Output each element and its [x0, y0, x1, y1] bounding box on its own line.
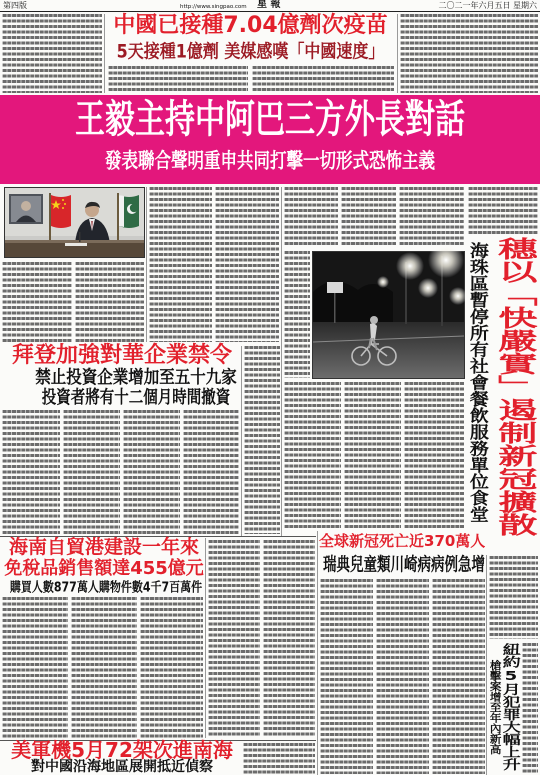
biden-article-text — [123, 410, 180, 534]
column-rule — [146, 187, 147, 342]
guangzhou-article-text — [284, 382, 341, 528]
new-york-article-text — [522, 643, 538, 774]
banner-subheadline: 發表聯合聲明重申共同打擊一切形式恐怖主義 — [105, 148, 435, 173]
column-rule — [486, 555, 487, 775]
global-covid-article-text — [432, 579, 485, 774]
biden-subheadline: 禁止投資企業增加至五十九家 — [35, 366, 237, 388]
column-rule — [281, 187, 282, 536]
top-story-text — [108, 66, 248, 93]
guangzhou-article-text — [344, 382, 401, 528]
wang-yi-article-text — [215, 187, 279, 342]
top-story-text — [252, 66, 394, 93]
hainan-headline-line-1: 海南自貿港建設一年來 — [8, 536, 199, 558]
top-left-article-text — [2, 14, 102, 93]
biden-subheadline: 投資者將有十二個月時間撤資 — [41, 388, 231, 408]
photo-caption-and-article-text — [75, 262, 144, 342]
hainan-article-text — [2, 597, 68, 738]
column-rule — [205, 538, 206, 738]
top-subheadline: 5天接種1億劑 美媒感嘆「中國速度」 — [116, 40, 385, 63]
column-rule — [104, 14, 105, 93]
guangzhou-vertical-subheadline: 海珠區暫停所有社會餐飲服務單位食堂 — [466, 242, 489, 523]
video-conference-photo — [4, 187, 145, 258]
hainan-article-text — [263, 540, 315, 738]
guangzhou-article-text — [404, 382, 464, 528]
us-aircraft-subheadline: 對中國沿海地區展開抵近偵察 — [31, 759, 213, 775]
banner-headline: 王毅主持中阿巴三方外長對話 — [75, 97, 465, 144]
guangzhou-article-text — [399, 187, 464, 247]
masthead: 星 報 — [257, 0, 281, 10]
night-street-cyclist-photo — [312, 251, 465, 379]
hainan-headline-line-2: 免稅品銷售額達455億元 — [4, 558, 204, 579]
photo-caption-and-article-text — [2, 262, 72, 342]
top-right-article-text — [400, 14, 538, 93]
website-url: http://www.singpao.com — [180, 4, 247, 10]
wang-yi-article-text — [244, 346, 280, 534]
column-rule — [397, 14, 398, 93]
global-covid-article-text — [376, 579, 429, 774]
column-rule — [241, 346, 242, 536]
hainan-article-text — [71, 597, 137, 738]
wang-yi-article-text — [341, 187, 396, 247]
hainan-article-text — [140, 597, 203, 738]
feature-banner — [0, 95, 540, 184]
top-headline: 中國已接種7.04億劑次疫苗 — [113, 13, 388, 38]
new-york-article-text — [489, 556, 538, 639]
new-york-vertical-headline: 紐約5月犯罪大幅上升 — [500, 643, 522, 771]
hainan-article-text — [208, 540, 260, 738]
global-covid-headline: 全球新冠死亡近370萬人 — [319, 532, 486, 550]
new-york-vertical-subheadline: 槍擊案增至年內新高 — [488, 660, 502, 755]
us-aircraft-article-text — [243, 743, 315, 774]
biden-article-text — [183, 410, 239, 534]
guangzhou-vertical-headline: 穗以「快嚴實」遏制新冠擴散 — [491, 237, 536, 536]
wang-yi-article-text — [149, 187, 212, 342]
guangzhou-article-text — [468, 187, 538, 235]
global-covid-article-text — [320, 579, 373, 774]
global-covid-subheadline: 瑞典兒童類川崎病病例急增 — [323, 554, 485, 576]
biden-article-text — [2, 410, 60, 534]
guangzhou-article-text — [284, 251, 310, 378]
us-aircraft-headline: 美軍機5月72架次進南海 — [11, 738, 233, 762]
biden-headline: 拜登加強對華企業禁令 — [11, 343, 232, 368]
issue-date: 二〇二一年六月五日 星期六 — [438, 1, 537, 10]
page-number-label: 第四版 — [3, 1, 27, 10]
wang-yi-article-text — [284, 187, 338, 247]
column-rule — [317, 531, 318, 775]
hainan-subheadline: 購買人數877萬人購物件數4千7百萬件 — [9, 579, 203, 596]
biden-article-text — [63, 410, 120, 534]
